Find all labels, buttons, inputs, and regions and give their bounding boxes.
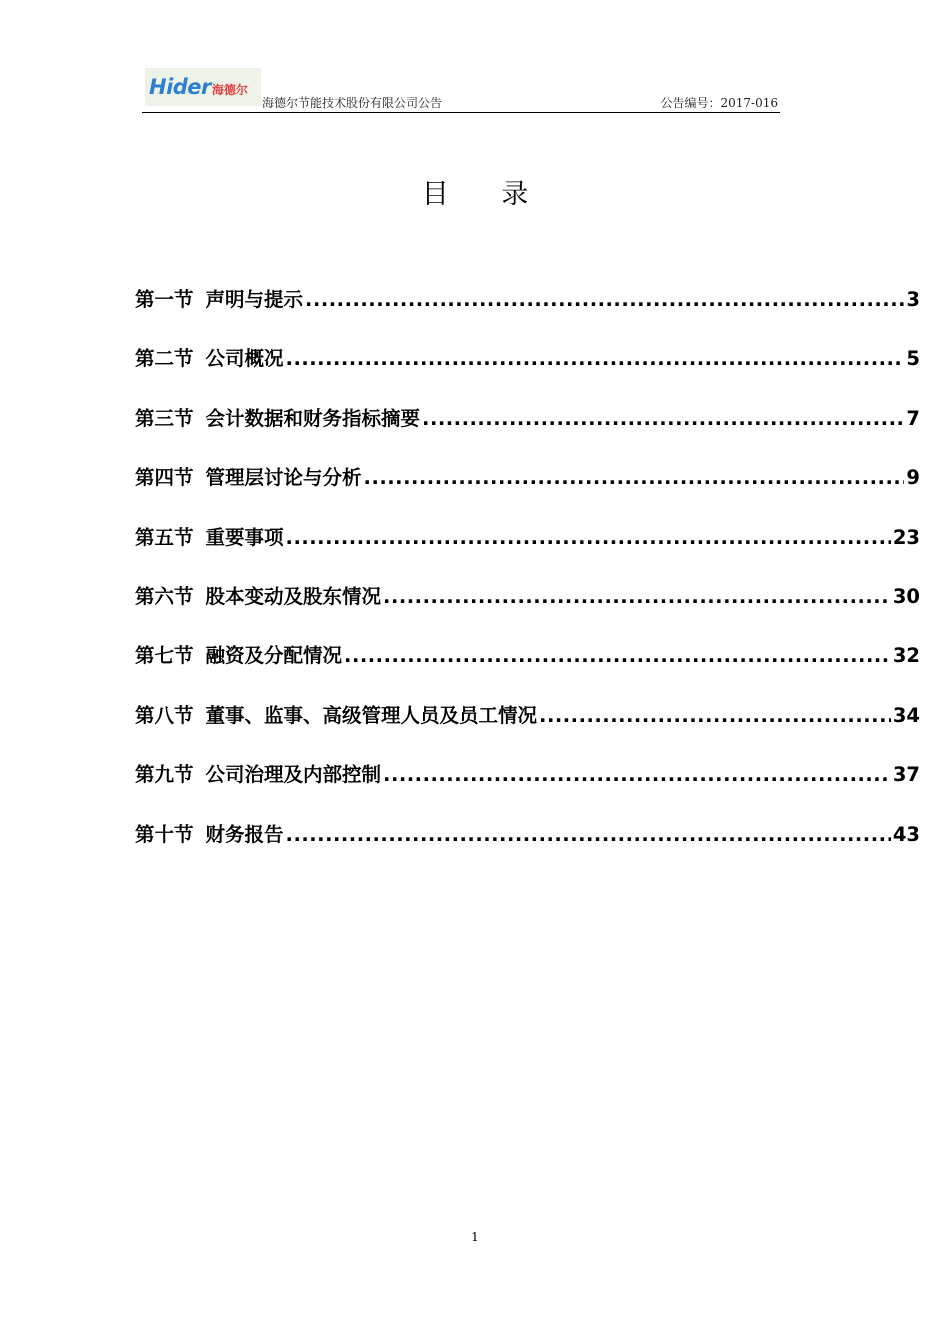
toc-entry[interactable] (135, 819, 920, 878)
toc-section-number: 第五节 (135, 525, 194, 549)
toc-page-number: 9 (906, 466, 920, 490)
toc-section-title: 融资及分配情况 (205, 644, 343, 668)
table-of-contents (135, 284, 920, 878)
toc-section-number: 第六节 (135, 584, 194, 608)
toc-page-number: 37 (892, 763, 920, 787)
toc-section-number: 第一节 (135, 288, 194, 311)
company-logo (145, 68, 261, 106)
toc-dot-leader (286, 347, 905, 370)
toc-dot-leader (422, 407, 904, 430)
toc-section-title: 财务报告 (205, 822, 284, 846)
toc-section-number: 第九节 (135, 763, 194, 787)
toc-section-title: 股本变动及股东情况 (205, 584, 382, 608)
toc-section-number: 第三节 (135, 406, 194, 430)
toc-dot-leader (383, 763, 891, 786)
toc-entry[interactable] (135, 640, 920, 699)
toc-entry[interactable] (135, 522, 920, 581)
toc-section-number: 第十节 (135, 822, 194, 846)
toc-dot-leader (286, 823, 891, 846)
toc-dot-leader (286, 526, 891, 549)
toc-page-number: 34 (892, 703, 920, 727)
toc-entry[interactable] (135, 581, 920, 640)
toc-section-title: 公司概况 (205, 347, 284, 371)
toc-page-number: 30 (892, 584, 920, 608)
company-name: 海德尔节能技术股份有限公司公告 (262, 96, 443, 110)
page-header (142, 66, 780, 113)
page-number: 1 (471, 1230, 479, 1244)
toc-entry[interactable] (135, 462, 920, 521)
notice-number: 公告编号：2017-016 (660, 96, 778, 110)
toc-dot-leader (305, 288, 904, 311)
toc-entry[interactable] (135, 284, 920, 343)
toc-section-number: 第四节 (135, 466, 194, 490)
page-title: 目 录 (421, 179, 551, 210)
toc-section-title: 会计数据和财务指标摘要 (205, 406, 421, 430)
toc-dot-leader (364, 466, 905, 489)
toc-section-number: 第七节 (135, 644, 194, 668)
toc-page-number: 3 (906, 288, 920, 311)
toc-section-number: 第八节 (135, 703, 194, 727)
toc-section-title: 声明与提示 (205, 288, 304, 311)
toc-page-number: 7 (906, 406, 920, 430)
toc-section-title: 重要事项 (205, 525, 284, 549)
toc-dot-leader (539, 704, 891, 727)
toc-page-number: 5 (906, 347, 920, 371)
toc-entry[interactable] (135, 700, 920, 759)
toc-section-title: 董事、监事、高级管理人员及员工情况 (205, 703, 538, 727)
toc-page-number: 23 (892, 525, 920, 549)
logo-latin-text: Hider (149, 75, 211, 99)
toc-entry[interactable] (135, 759, 920, 818)
toc-section-number: 第二节 (135, 347, 194, 371)
toc-page-number: 32 (892, 644, 920, 668)
toc-page-number: 43 (892, 822, 920, 846)
toc-section-title: 公司治理及内部控制 (205, 763, 382, 787)
toc-entry[interactable] (135, 403, 920, 462)
logo-cn-text: 海德尔 (211, 82, 248, 97)
toc-entry[interactable] (135, 343, 920, 402)
toc-section-title: 管理层讨论与分析 (205, 466, 362, 490)
toc-dot-leader (383, 585, 891, 608)
toc-dot-leader (344, 644, 891, 667)
